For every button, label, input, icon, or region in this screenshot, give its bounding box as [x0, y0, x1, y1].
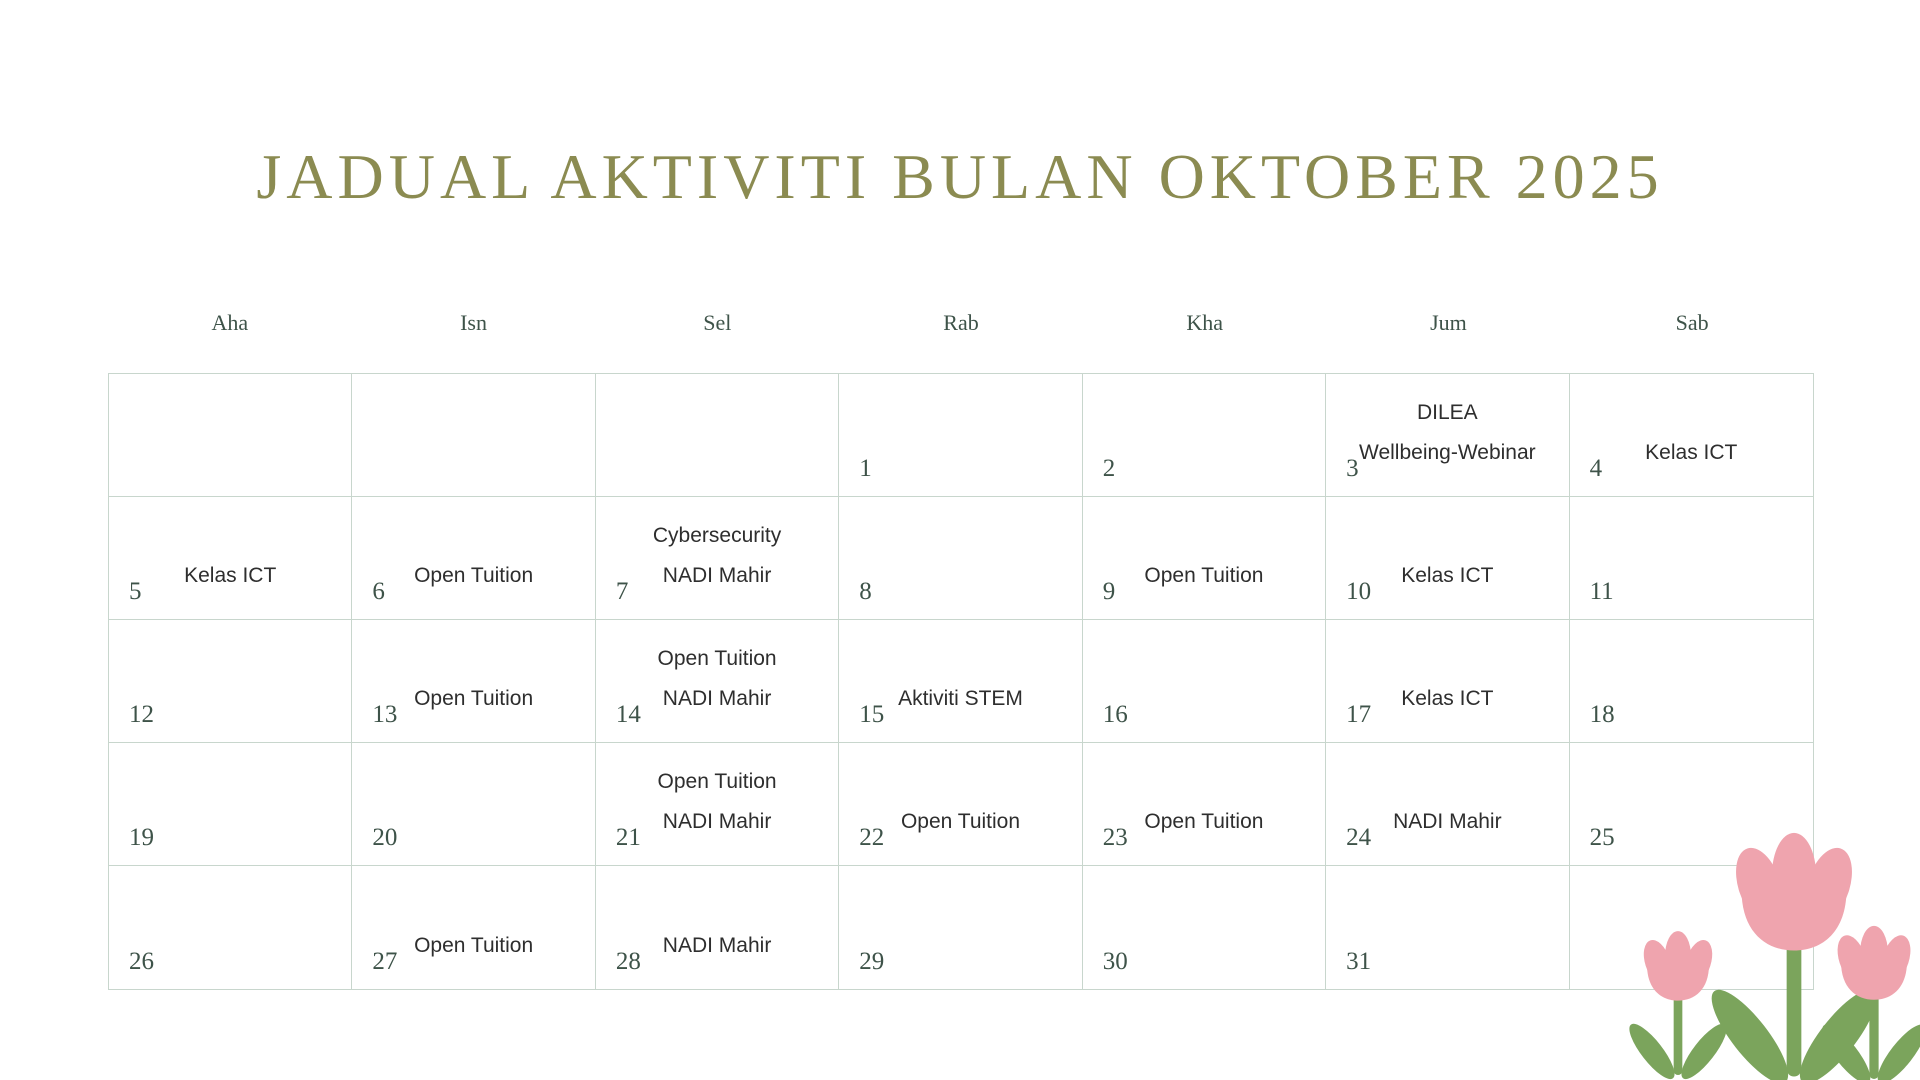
calendar-grid — [108, 373, 1814, 990]
date-number: 27 — [372, 948, 398, 975]
event-list — [845, 809, 1075, 834]
day-header-kha: Kha — [1186, 310, 1224, 335]
day-header-isn: Isn — [460, 310, 487, 335]
event-label: Kelas ICT — [1401, 563, 1494, 587]
event-list — [602, 523, 832, 588]
date-number: 10 — [1346, 578, 1372, 605]
event-list — [358, 686, 588, 711]
date-number: 5 — [129, 578, 142, 605]
calendar-cell — [1083, 620, 1326, 743]
date-number: 21 — [615, 824, 641, 851]
event-label: Kelas ICT — [184, 563, 277, 587]
calendar-cell — [352, 620, 595, 743]
date-number: 24 — [1346, 824, 1372, 851]
calendar-cell — [1326, 866, 1569, 989]
date-number: 3 — [1346, 455, 1359, 482]
date-number: 29 — [859, 948, 885, 975]
date-number: 6 — [372, 578, 385, 605]
event-label: Open Tuition — [657, 646, 777, 670]
calendar-cell — [1570, 620, 1813, 743]
event-label: Cybersecurity — [652, 523, 782, 547]
event-list — [602, 933, 832, 958]
event-label: NADI Mahir — [662, 563, 772, 587]
event-label: Open Tuition — [414, 686, 534, 710]
page-title: JADUAL AKTIVITI BULAN OKTOBER 2025 — [256, 141, 1664, 212]
event-list — [1576, 440, 1807, 465]
date-number: 23 — [1102, 824, 1128, 851]
event-label: NADI Mahir — [662, 686, 772, 710]
event-label: NADI Mahir — [1393, 809, 1502, 833]
day-header-sab: Sab — [1675, 310, 1709, 335]
date-number: 19 — [129, 824, 154, 851]
date-number: 12 — [129, 701, 154, 728]
date-number: 1 — [859, 455, 872, 482]
calendar-cell — [109, 374, 352, 497]
calendar-cell — [596, 743, 839, 866]
calendar-cell — [1326, 374, 1569, 497]
calendar-cell — [839, 620, 1082, 743]
calendar-cell — [1083, 743, 1326, 866]
date-number: 17 — [1346, 701, 1372, 728]
date-number: 7 — [615, 578, 629, 605]
day-header-aha: Aha — [211, 310, 249, 335]
calendar-cell — [839, 743, 1082, 866]
event-list — [1089, 563, 1319, 588]
date-number: 2 — [1102, 455, 1116, 482]
event-list — [1089, 809, 1319, 834]
calendar-cell — [596, 620, 839, 743]
event-label: Open Tuition — [1144, 563, 1264, 587]
calendar-cell — [1570, 374, 1813, 497]
event-label: Kelas ICT — [1645, 440, 1738, 464]
event-list — [602, 769, 832, 834]
event-list — [358, 933, 588, 958]
calendar-cell — [352, 743, 595, 866]
calendar-cell — [109, 866, 352, 989]
calendar-cell — [109, 743, 352, 866]
date-number: 16 — [1102, 701, 1128, 728]
date-number: 31 — [1346, 948, 1372, 975]
event-label: DILEA — [1417, 400, 1478, 424]
calendar-cell — [839, 497, 1082, 620]
calendar-cell — [839, 866, 1082, 989]
tulips-illustration-icon — [1624, 824, 1920, 1080]
calendar-cell — [1326, 497, 1569, 620]
calendar-cell — [839, 374, 1082, 497]
date-number: 26 — [129, 948, 154, 975]
calendar-cell — [109, 497, 352, 620]
event-list — [602, 646, 832, 711]
calendar-cell — [352, 374, 595, 497]
event-list — [1332, 400, 1562, 465]
day-header-jum: Jum — [1430, 310, 1467, 335]
event-list — [1332, 809, 1562, 834]
calendar-cell — [109, 620, 352, 743]
date-number: 4 — [1589, 455, 1603, 482]
date-number: 20 — [372, 824, 398, 851]
event-list — [845, 686, 1075, 711]
event-list — [115, 563, 345, 588]
date-number: 28 — [615, 948, 641, 975]
calendar-cell — [1326, 743, 1569, 866]
calendar-cell — [1083, 497, 1326, 620]
date-number: 8 — [859, 578, 872, 605]
event-label: Aktiviti STEM — [898, 686, 1023, 710]
calendar-cell — [596, 374, 839, 497]
date-number: 11 — [1589, 578, 1614, 605]
date-number: 14 — [615, 701, 641, 728]
date-number: 22 — [859, 824, 885, 851]
calendar-cell — [352, 866, 595, 989]
day-header-rab: Rab — [943, 310, 979, 335]
calendar-cell — [1083, 866, 1326, 989]
date-number: 25 — [1589, 824, 1615, 851]
event-label: Wellbeing-Webinar — [1359, 440, 1536, 464]
event-label: Open Tuition — [414, 933, 534, 957]
date-number: 13 — [372, 701, 398, 728]
calendar-cell — [596, 497, 839, 620]
event-label: NADI Mahir — [662, 933, 772, 957]
event-list — [1332, 686, 1562, 711]
event-label: Open Tuition — [657, 769, 777, 793]
calendar-cell — [352, 497, 595, 620]
date-number: 18 — [1589, 701, 1615, 728]
date-number: 30 — [1102, 948, 1128, 975]
calendar-cell — [1570, 497, 1813, 620]
calendar-cell — [1083, 374, 1326, 497]
event-label: Open Tuition — [900, 809, 1021, 833]
calendar-cell — [1326, 620, 1569, 743]
day-header-sel: Sel — [703, 310, 732, 335]
event-label: Kelas ICT — [1401, 686, 1494, 710]
event-label: NADI Mahir — [662, 809, 772, 833]
event-label: Open Tuition — [414, 563, 534, 587]
event-list — [1332, 563, 1562, 588]
date-number: 9 — [1102, 578, 1116, 605]
date-number: 15 — [859, 701, 885, 728]
event-list — [358, 563, 588, 588]
day-header-row — [108, 310, 1814, 336]
calendar-cell — [596, 866, 839, 989]
event-label: Open Tuition — [1144, 809, 1264, 833]
